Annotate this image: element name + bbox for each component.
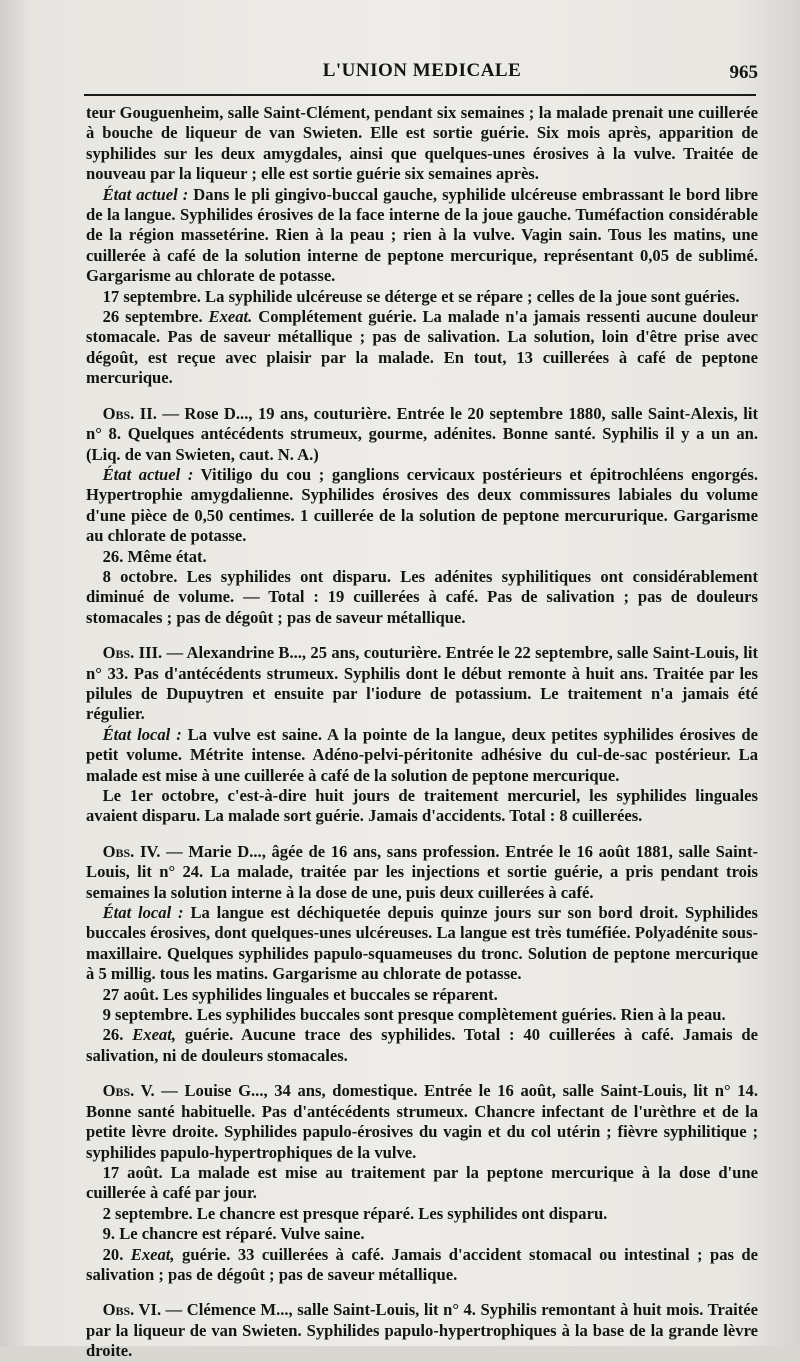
document-body <box>86 103 758 1362</box>
paragraph: 8 octobre. Les syphilides ont disparu. Les adénites syphilitiques ont considérablement diminué de volume. — Total : 19 cuillerées à café. Pas de salivation ; pas de douleurs stomacales ; pas de dégoût ; pas de saveur métallique. <box>86 566 758 627</box>
observation-paragraph: Obs. VI. — Clémence M..., salle Saint-Louis, lit n° 4. Syphilis remontant à huit mois. Traitée par la liqueur de van Swieten. Syphilides papulo-hypertrophiques à la base de la grande lèvre droite. <box>86 1300 759 1361</box>
section-label: État actuel : <box>102 464 194 484</box>
paragraph: Le 1er octobre, c'est-à-dire huit jours de traitement mercuriel, les syphilides linguales avaient disparu. La malade sort guérie. Jamais d'accidents. Total : 8 cuillerées. <box>86 786 758 826</box>
section-label: État actuel : <box>102 184 189 204</box>
paragraph: État actuel : Dans le pli gingivo-buccal gauche, syphilide ulcéreuse embrassant le bord libre de la langue. Syphilides érosives de la face interne de la joue gauche. Tuméfaction considérable de la région massetérine. Rien à la peau ; rien à la vulve. Vagin sain. Tous les matins, une cuillerée à café de la solution interne de peptone mercurique, représentant 0,05 de sublimé. Gargarisme au chlorate de potasse. <box>86 184 758 286</box>
paragraph: 9. Le chancre est réparé. Vulve saine. <box>102 1224 365 1244</box>
paragraph: État local : La vulve est saine. A la pointe de la langue, deux petites syphilides érosives de petit volume. Métrite intense. Adéno-pelvi-péritonite adhésive du cul-de-sac postérieur. La malade est mise à une cuillerée à café de la solution de peptone mercurique. <box>86 724 758 785</box>
paragraph: 26. Même état. <box>102 546 207 566</box>
section-label: Exeat, <box>132 1025 176 1045</box>
section-label: Exeat. <box>208 307 253 327</box>
observation-paragraph: Obs. III. — Alexandrine B..., 25 ans, couturière. Entrée le 22 septembre, salle Saint-Louis, lit n° 33. Pas d'antécédents strumeux. Syphilis dont le début remonte à huit ans. Traitée par les pilules de Dupuytren et ensuite par l'iodure de potassium. Le traitement n'a jamais été régulier. <box>86 643 759 724</box>
observation-heading: Obs. VI. <box>102 1300 162 1320</box>
running-title: L'UNION MEDICALE <box>322 60 522 81</box>
paragraph: 26. Exeat, guérie. Aucune trace des syphilides. Total : 40 cuillerées à café. Jamais de salivation, ni de douleurs stomacales. <box>86 1025 758 1065</box>
paragraph: 2 septembre. Le chancre est presque réparé. Les syphilides ont disparu. <box>102 1203 608 1223</box>
observation-paragraph: Obs. II. — Rose D..., 19 ans, couturière. Entrée le 20 septembre 1880, salle Saint-Alexis, lit n° 8. Quelques antécédents strumeux, gourme, adénites. Bonne santé. Syphilis il y a un an. (Liq. de van Swieten, caut. N. A.) <box>86 403 758 464</box>
page-header <box>86 60 758 90</box>
paragraph: 26 septembre. Exeat. Complétement guérie. La malade n'a jamais ressenti aucune douleur stomacale. Pas de saveur métallique ; pas de salivation. La solution, loin d'être prise avec dégoût, est reçue avec plaisir par la malade. En tout, 13 cuillerées à café de peptone mercurique. <box>86 307 758 388</box>
paragraph: teur Gouguenheim, salle Saint-Clément, pendant six semaines ; la malade prenait une cuillerée à bouche de liqueur de van Swieten. Elle est sortie guérie. Six mois après, apparition de syphilides sur les deux amygdales, ainsi que quelques-unes érosives à la vulve. Traitée de nouveau par la liqueur ; elle est sortie guérie six semaines après. <box>86 103 758 184</box>
paragraph: 20. Exeat, guérie. 33 cuillerées à café. Jamais d'accident stomacal ou intestinal ; pas de salivation ; pas de dégoût ; pas de saveur métallique. <box>86 1244 758 1284</box>
observation-paragraph: Obs. V. — Louise G..., 34 ans, domestique. Entrée le 16 août, salle Saint-Louis, lit n° 14. Bonne santé habituelle. Pas d'antécédents strumeux. Chancre infectant de l'urèthre et de la petite lèvre droite. Syphilides papulo-érosives du vagin et du col utérin ; fièvre syphilitique ; syphilides papulo-hypertrophiques de la vulve. <box>86 1081 758 1162</box>
section-label: État local : <box>102 724 182 744</box>
header-rule <box>84 94 756 96</box>
paragraph: 17 août. La malade est mise au traitement par la peptone mercurique à la dose d'une cuillerée à café par jour. <box>86 1162 758 1203</box>
paragraph: 17 septembre. La syphilide ulcéreuse se déterge et se répare ; celles de la joue sont guéries. <box>102 286 740 306</box>
section-label: Exeat, <box>130 1244 175 1264</box>
page-number: 965 <box>729 62 758 83</box>
observation-paragraph: Obs. IV. — Marie D..., âgée de 16 ans, sans profession. Entrée le 16 août 1881, salle Saint-Louis, lit n° 24. La malade, traitée par les injections et sortie guérie, a pris pendant trois semaines la solution interne à la dose de une, puis deux cuillerées à café. <box>86 841 758 902</box>
observation-heading: Obs. IV. <box>102 841 161 861</box>
paragraph: 27 août. Les syphilides linguales et buccales se réparent. <box>102 984 498 1004</box>
observation-heading: Obs. III. <box>102 643 163 663</box>
paragraph: 9 septembre. Les syphilides buccales sont presque complètement guéries. Rien à la peau. <box>102 1005 726 1025</box>
section-label: État local : <box>102 903 184 923</box>
paragraph: État actuel : Vitiligo du cou ; ganglions cervicaux postérieurs et épitrochléens engorgés. Hypertrophie amygdalienne. Syphilides érosives des deux commissures labiales du volume d'une pièce de 0,50 centimes. 1 cuillerée de la solution de peptone mercururique. Gargarisme au chlorate de potasse. <box>86 464 758 546</box>
observation-heading: Obs. V. <box>102 1081 155 1101</box>
paragraph: État local : La langue est déchiquetée depuis quinze jours sur son bord droit. Syphilides buccales érosives, dont quelques-unes ulcéreuses. La langue est très tuméfiée. Polyadénite sous-maxillaire. Quelques syphilides papulo-squameuses du tronc. Solution de peptone mercurique à 5 millig. tous les matins. Gargarisme au chlorate de potasse. <box>86 903 759 984</box>
observation-heading: Obs. II. <box>102 403 157 423</box>
